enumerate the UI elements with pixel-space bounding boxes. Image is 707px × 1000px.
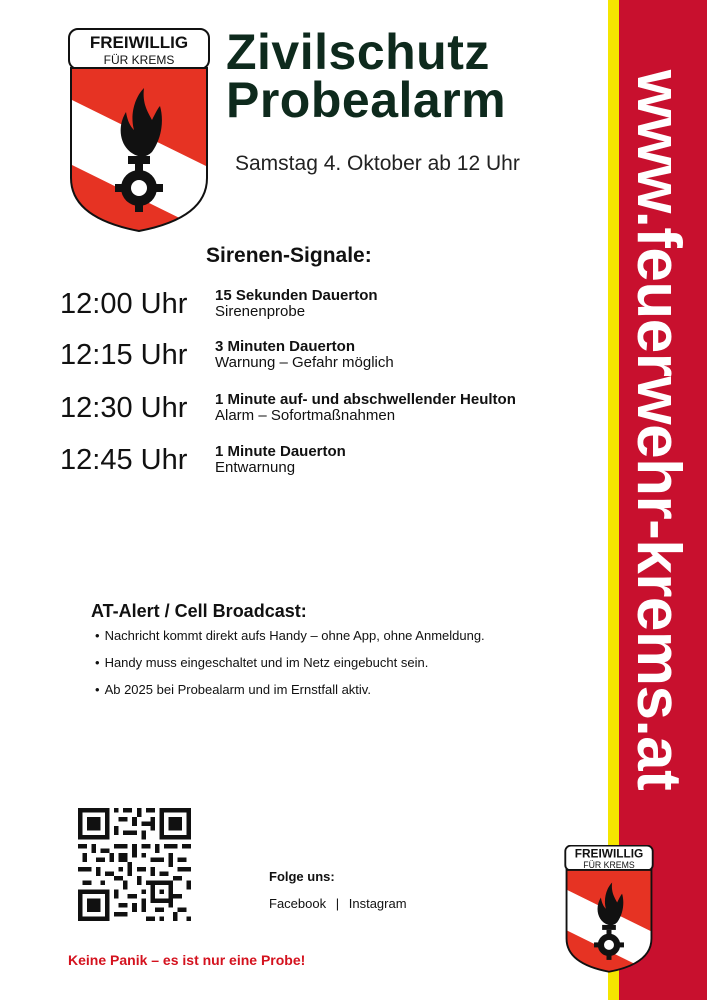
signal-title: 1 Minute auf- und abschwellender Heulton [215, 391, 516, 408]
website-url[interactable]: www.feuerwehr-krems.at [624, 69, 693, 791]
footer-note: Keine Panik – es ist nur eine Probe! [68, 952, 306, 968]
list-item: • Nachricht kommt direkt aufs Handy – ohne App, ohne Anmeldung. [95, 627, 485, 654]
signal-description [215, 444, 595, 476]
svg-text:FÜR KREMS: FÜR KREMS [583, 860, 635, 871]
signals-heading: Sirenen-Signale: [206, 244, 372, 267]
signal-time: 12:15 Uhr [60, 339, 188, 371]
signal-title: 15 Sekunden Dauerton [215, 287, 378, 304]
signal-meaning: Entwarnung [215, 459, 296, 476]
page-title [226, 24, 507, 128]
list-item: • Ab 2025 bei Probealarm und im Ernstfall aktiv. [95, 681, 485, 708]
link-separator: | [335, 896, 340, 911]
alert-heading: AT-Alert / Cell Broadcast: [91, 601, 307, 621]
signal-meaning: Alarm – Sofortmaßnahmen [215, 407, 396, 424]
signal-title: 3 Minuten Dauerton [215, 338, 356, 355]
event-date: Samstag 4. Oktober ab 12 Uhr [235, 152, 520, 175]
facebook-link[interactable]: Facebook [269, 896, 327, 911]
signal-description [215, 392, 595, 424]
svg-text:FREIWILLIG: FREIWILLIG [89, 33, 189, 52]
svg-text:FREIWILLIG: FREIWILLIG [574, 846, 644, 861]
follow-label: Folge uns: [269, 869, 335, 884]
fire-brigade-emblem-icon [68, 28, 210, 233]
signal-time: 12:45 Uhr [60, 444, 188, 476]
logo-secondary [564, 845, 654, 973]
signal-time: 12:30 Uhr [60, 392, 188, 424]
signal-description [215, 288, 595, 320]
signal-time: 12:00 Uhr [60, 288, 188, 320]
fire-brigade-emblem-icon [564, 845, 654, 973]
signal-title: 1 Minute Dauerton [215, 443, 346, 460]
qr-code-icon[interactable] [78, 808, 191, 921]
social-links [269, 896, 407, 911]
signal-meaning: Sirenenprobe [215, 303, 306, 320]
svg-text:FÜR KREMS: FÜR KREMS [103, 53, 175, 67]
signal-meaning: Warnung – Gefahr möglich [215, 354, 394, 371]
signal-description [215, 339, 595, 371]
alert-list [95, 627, 485, 708]
title-line-2: Probealarm [226, 72, 507, 128]
logo-main [68, 28, 210, 233]
instagram-link[interactable]: Instagram [348, 896, 407, 911]
title-line-1: Zivilschutz [226, 24, 490, 80]
list-item: • Handy muss eingeschaltet und im Netz eingebucht sein. [95, 654, 485, 681]
